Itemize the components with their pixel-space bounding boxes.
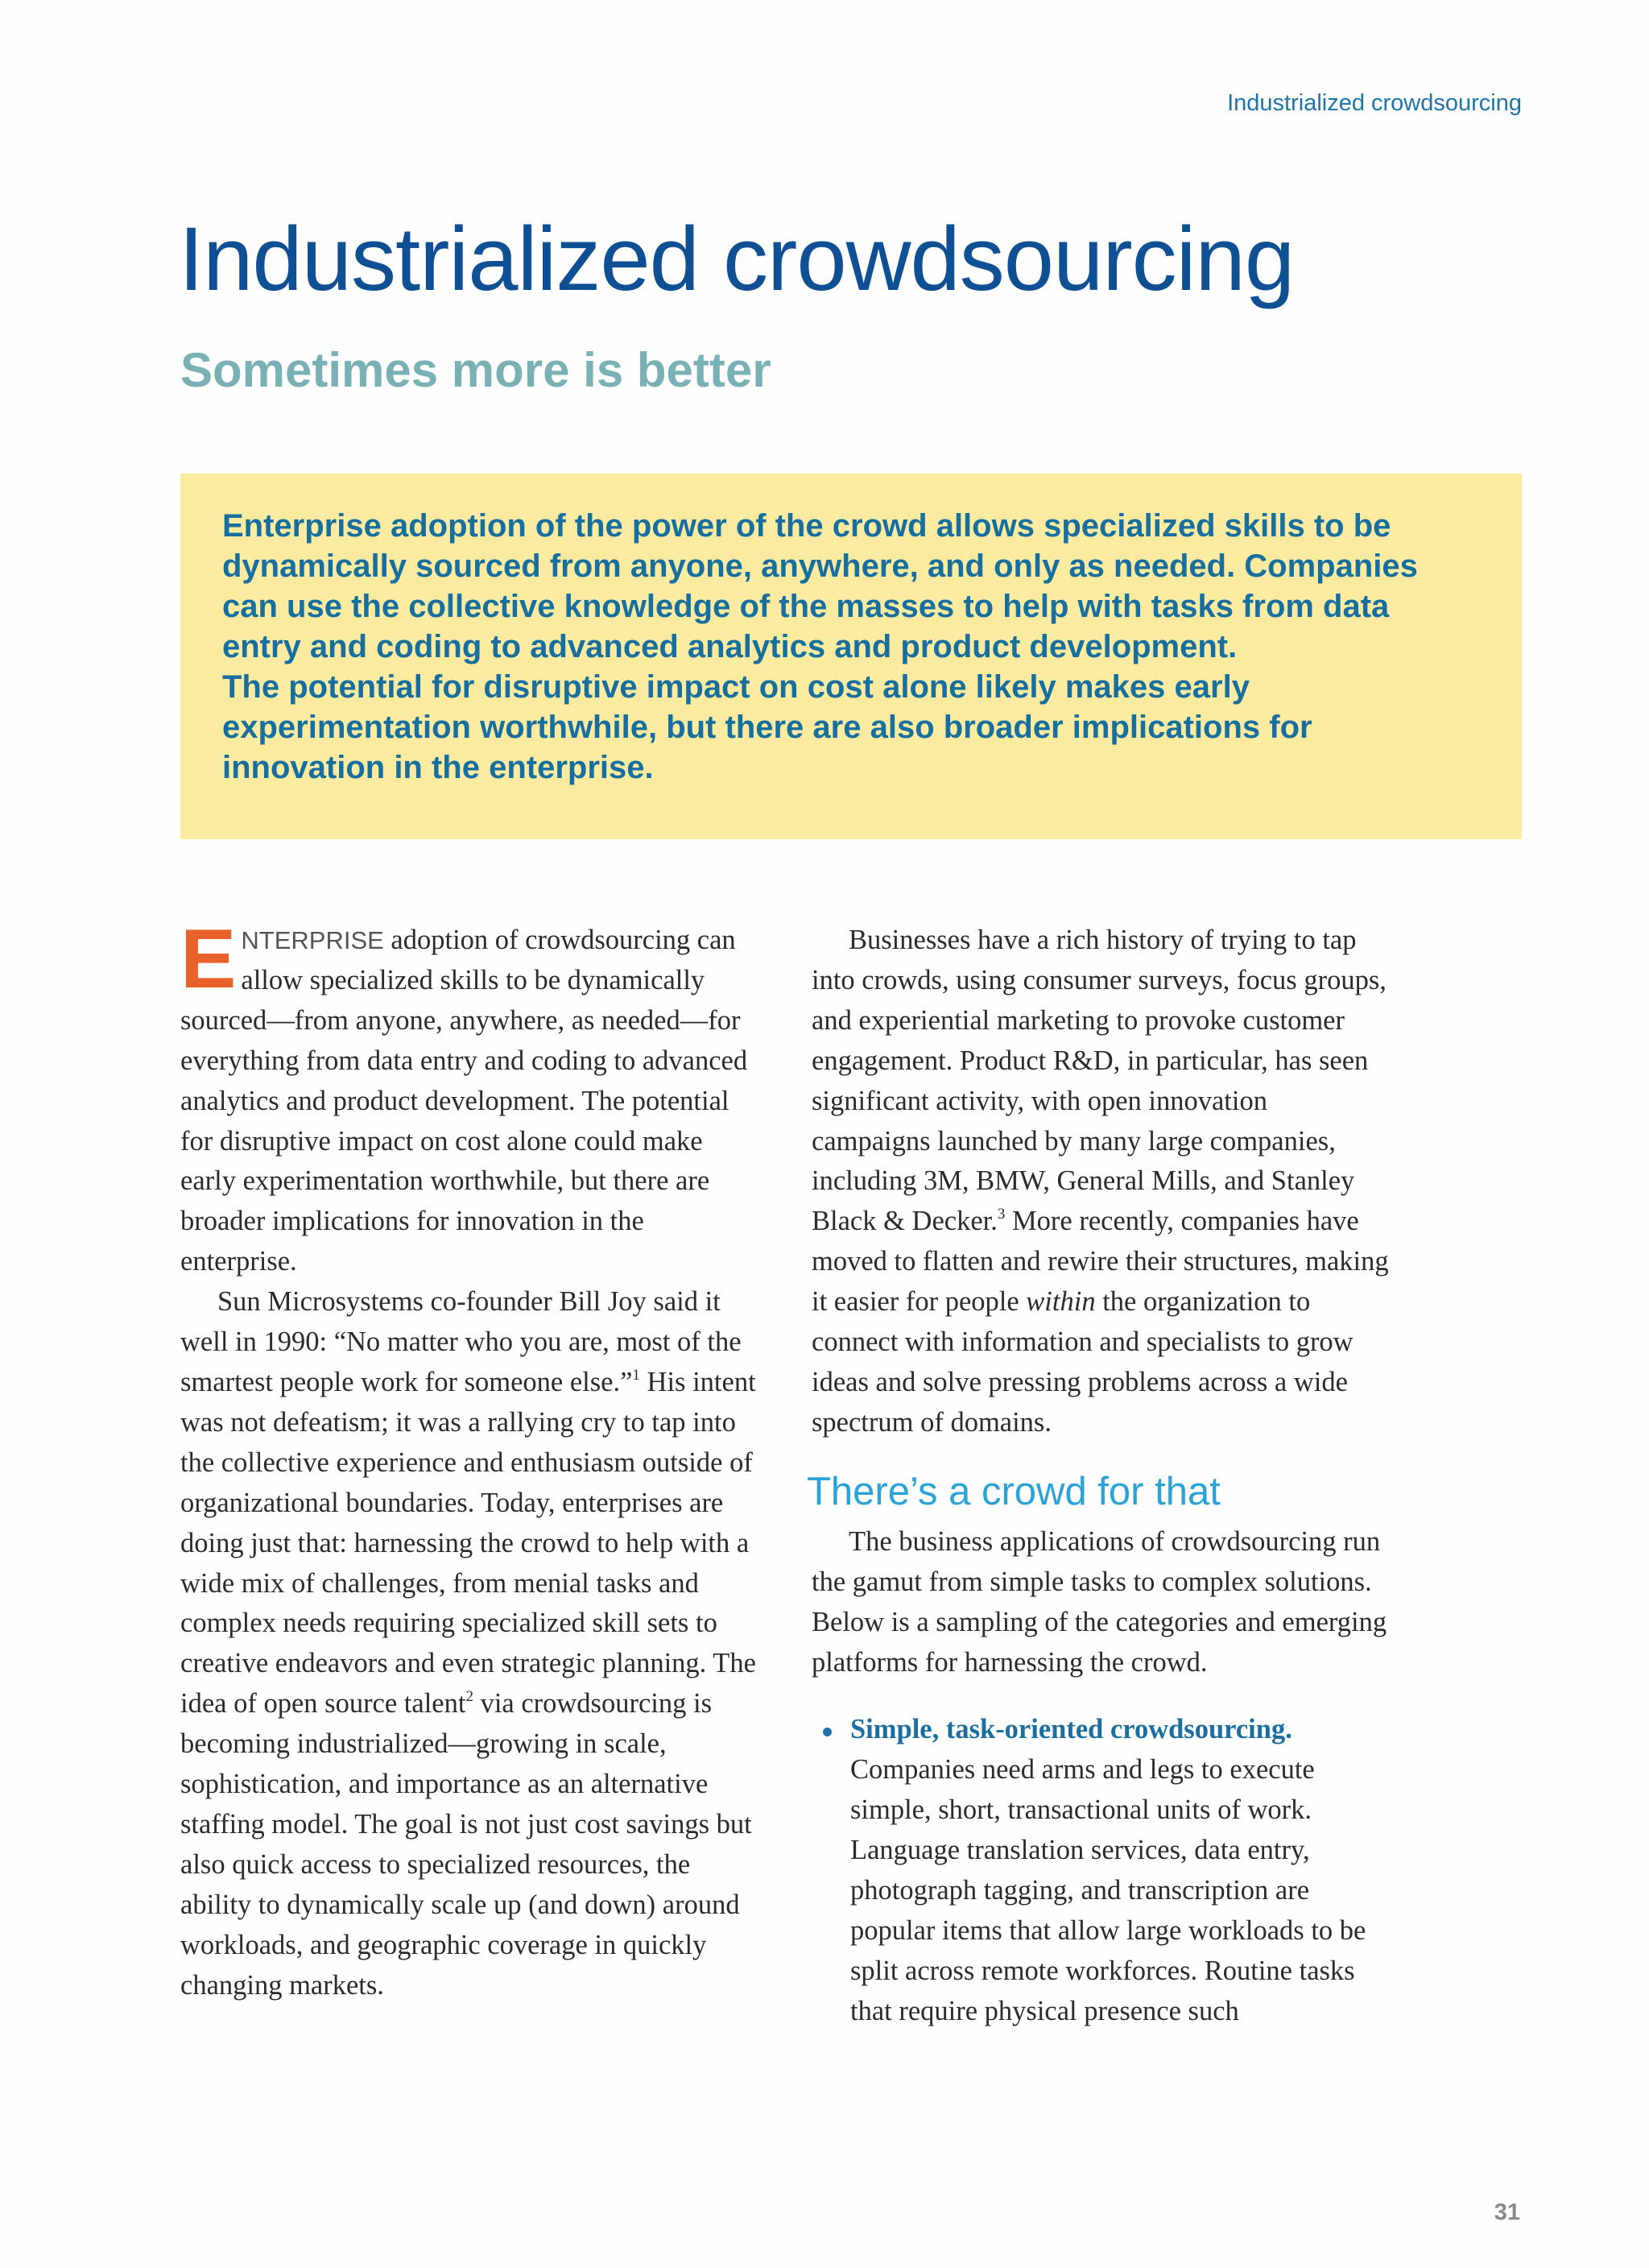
emphasis-within: within <box>1026 1286 1096 1318</box>
bullet-list <box>812 1710 1391 2031</box>
bullet-title: Simple, task-oriented crowdsourcing. <box>850 1714 1292 1745</box>
page-number: 31 <box>1494 2200 1520 2225</box>
summary-paragraph-1: Enterprise adoption of the power of the crowd allows specialized skills to be dynamically sourced from anyone, anywhere, and only as needed. Companies can use the collective knowledge of the masses to help with tasks from data entry and coding to advanced analytics and product development. <box>222 508 1418 664</box>
summary-callout <box>180 474 1522 839</box>
body-paragraph-2 <box>180 1282 765 2005</box>
page-subtitle: Sometimes more is better <box>180 343 771 397</box>
bullet-icon <box>823 1728 832 1736</box>
footnote-ref-2: 2 <box>465 1688 473 1706</box>
right-column <box>807 921 1391 2032</box>
body-paragraph-4: The business applications of crowdsourcing run the gamut from simple tasks to complex solutions. Below is a sampling of the categories and emerging platforms for harnessing the crowd. <box>812 1525 1387 1678</box>
paragraph-3-text-b: More recently, companies have moved to flatten and rewire their structures, making it easier for people <box>812 1206 1389 1318</box>
footnote-ref-3: 3 <box>997 1206 1006 1223</box>
paragraph-3-text-a: Businesses have a rich history of trying to tap into crowds, using consumer surveys, focus groups, and experiential marketing to provoke customer engagement. Product R&D, in particular, has seen significant activity, with open innovation campaigns launched by many large companies, including 3M, BMW, General Mills, and Stanley Black & Decker. <box>812 925 1387 1237</box>
paragraph-2-text-a: Sun Microsystems co-founder Bill Joy said it well in 1990: “No matter who you are, most of the smartest people work for someone else.” <box>180 1286 742 1397</box>
paragraph-1-text: adoption of crowdsourcing can allow specialized skills to be dynamically sourced—from anyone, anywhere, as needed—for everything from data entry and coding to advanced analytics and product development. The potential for disruptive impact on cost alone could make early experimentation worthwhile, but there are broader implications for innovation in the enterprise. <box>180 925 748 1277</box>
lead-word: NTERPRISE <box>241 926 384 954</box>
page-title: Industrialized crowdsourcing <box>179 209 1295 309</box>
paragraph-2-text-b: His intent was not defeatism; it was a rallying cry to tap into the collective experience and enthusiasm outside of organizational boundaries. Today, enterprises are doing just that: harnessing the crowd to help with a wide mix of challenges, from menial tasks and complex needs requiring specialized skill sets to creative endeavors and even strategic planning. The idea of open source talent <box>180 1366 756 1720</box>
paragraph-2-text-c: via crowdsourcing is becoming industrialized—growing in scale, sophistication, and importance as an alternative staffing model. The goal is not just cost savings but also quick access to specialized resources, the ability to dynamically scale up (and down) around workloads, and geographic coverage in quickly changing markets. <box>180 1688 752 2001</box>
bullet-text: Companies need arms and legs to execute simple, short, transactional units of work. Language translation services, data entry, photograph tagging, and transcription are popular items that allow large workloads to be split across remote workforces. Routine tasks that require physical presence such <box>850 1754 1366 2026</box>
running-head: Industrialized crowdsourcing <box>1227 90 1522 116</box>
section-heading: There’s a crowd for that <box>807 1469 1221 1513</box>
footnote-ref-1: 1 <box>632 1366 640 1384</box>
body-paragraph-1 <box>180 913 765 1282</box>
body-paragraph-3 <box>812 921 1391 1443</box>
left-column <box>180 913 765 2005</box>
summary-paragraph-2: The potential for disruptive impact on cost alone likely makes early experimentation worthwhile, but there are also broader implications for innovation in the enterprise. <box>222 669 1312 785</box>
list-item <box>812 1710 1391 2031</box>
drop-cap: E <box>180 913 237 1006</box>
paragraph-3-text-c: the organization to connect with information and specialists to grow ideas and solve pressing problems across a wide spectrum of domains. <box>812 1286 1354 1438</box>
